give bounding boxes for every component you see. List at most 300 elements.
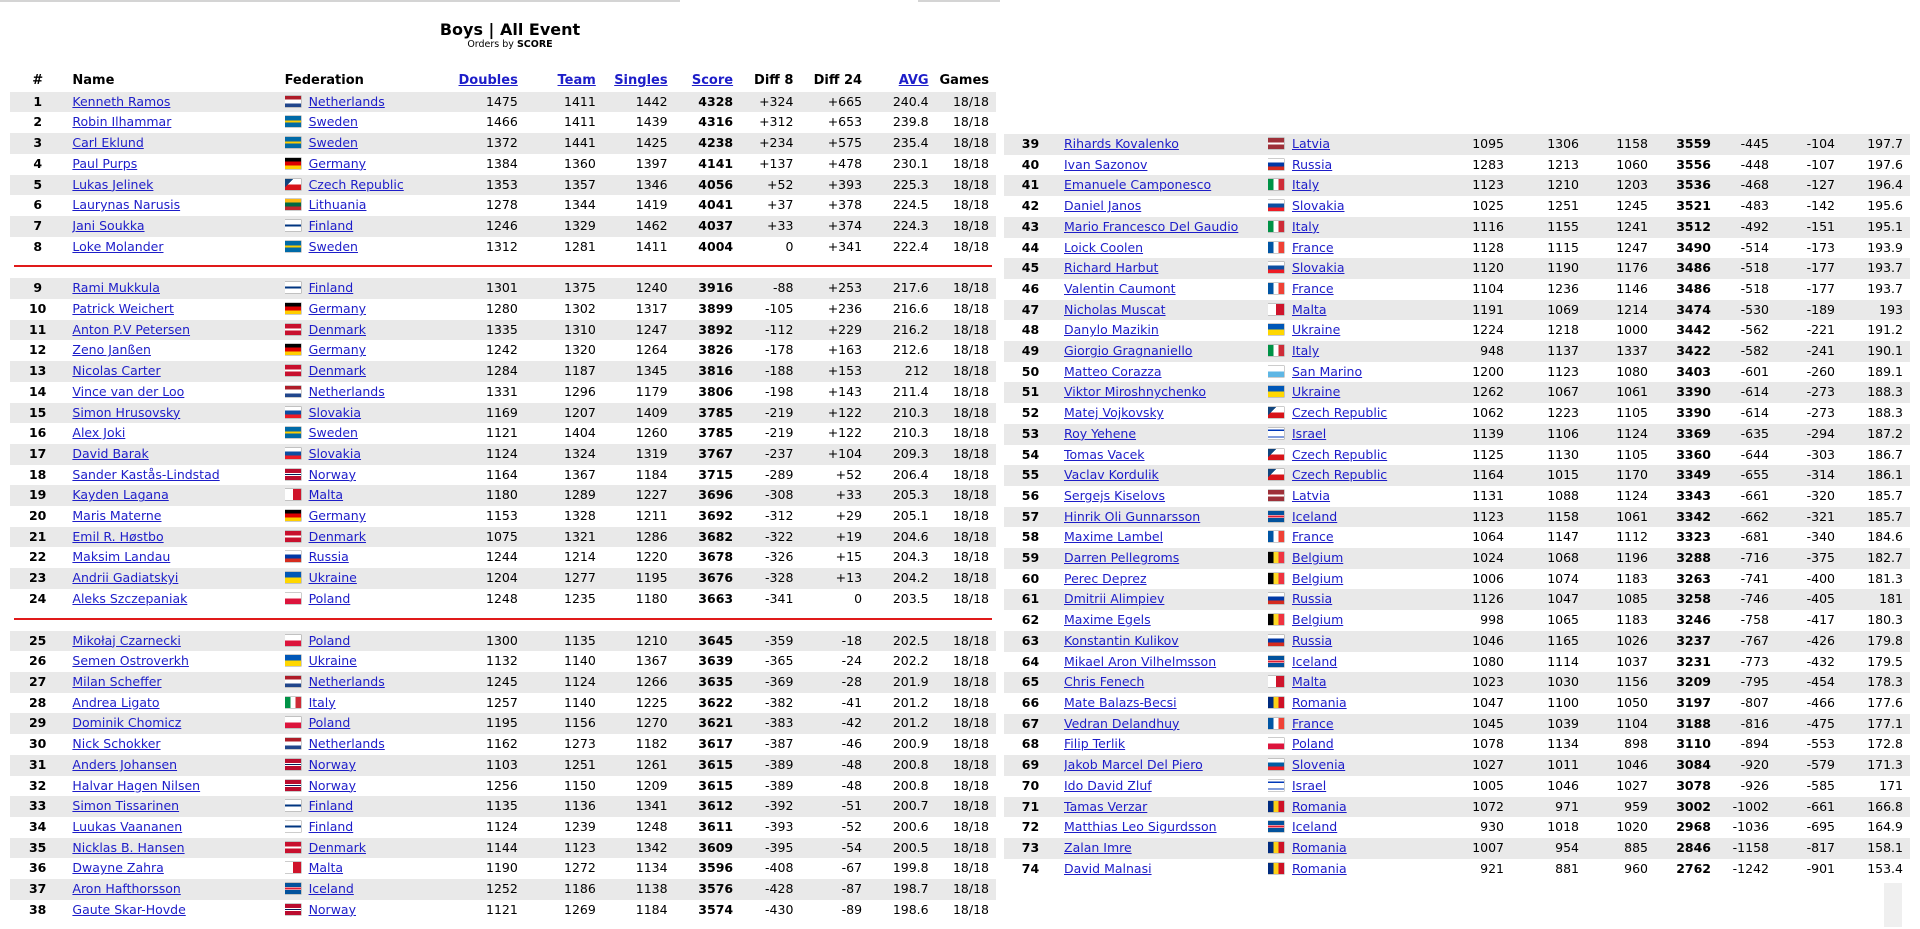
federation-link[interactable]: France (1292, 280, 1334, 296)
player-name-cell[interactable] (1064, 134, 1268, 155)
federation-link[interactable]: Norway (308, 756, 356, 772)
sort-singles-link[interactable]: Singles (614, 73, 668, 88)
federation-cell[interactable] (285, 382, 447, 403)
player-name-cell[interactable] (72, 403, 284, 424)
federation-cell[interactable] (1268, 362, 1436, 383)
scrollbar-thumb[interactable] (1884, 883, 1902, 927)
federation-cell[interactable] (1268, 486, 1436, 507)
federation-link[interactable]: Ukraine (308, 653, 357, 669)
player-link[interactable]: Aron Hafthorsson (72, 881, 181, 897)
federation-cell[interactable] (1268, 465, 1436, 486)
player-link[interactable]: Robin Ilhammar (72, 114, 172, 130)
player-link[interactable]: Sander Kastås-Lindstad (72, 466, 220, 482)
federation-cell[interactable] (1268, 631, 1436, 652)
player-link[interactable]: Vedran Delandhuy (1064, 715, 1180, 731)
player-name-cell[interactable] (72, 693, 284, 714)
federation-link[interactable]: Sweden (308, 135, 358, 151)
federation-cell[interactable] (285, 838, 447, 859)
federation-link[interactable]: Israel (1292, 425, 1327, 441)
federation-cell[interactable] (285, 133, 447, 154)
federation-cell[interactable] (285, 755, 447, 776)
federation-cell[interactable] (285, 320, 447, 341)
player-link[interactable]: David Barak (72, 445, 149, 461)
federation-link[interactable]: Iceland (308, 881, 354, 897)
federation-cell[interactable] (285, 796, 447, 817)
player-name-cell[interactable] (1064, 320, 1268, 341)
player-link[interactable]: Andrea Ligato (72, 694, 160, 710)
federation-link[interactable]: France (1292, 715, 1334, 731)
player-name-cell[interactable] (1064, 486, 1268, 507)
player-name-cell[interactable] (1064, 196, 1268, 217)
player-link[interactable]: Nicholas Muscat (1064, 301, 1166, 317)
federation-link[interactable]: Germany (308, 342, 367, 358)
player-link[interactable]: Mikael Aron Vilhelmsson (1064, 653, 1217, 669)
federation-link[interactable]: Netherlands (308, 673, 385, 689)
federation-link[interactable]: Russia (1292, 591, 1333, 607)
player-link[interactable]: Perec Deprez (1064, 570, 1147, 586)
player-name-cell[interactable] (72, 195, 284, 216)
federation-link[interactable]: Norway (308, 466, 356, 482)
player-link[interactable]: Lukas Jelinek (72, 176, 154, 192)
player-link[interactable]: Rami Mukkula (72, 280, 160, 296)
player-link[interactable]: Vince van der Loo (72, 383, 185, 399)
federation-cell[interactable] (1268, 797, 1436, 818)
player-name-cell[interactable] (72, 485, 284, 506)
player-name-cell[interactable] (1064, 382, 1268, 403)
player-link[interactable]: Dmitrii Alimpiev (1064, 591, 1165, 607)
federation-cell[interactable] (285, 237, 447, 258)
player-link[interactable]: Nicolas Carter (72, 363, 161, 379)
player-link[interactable]: Mikołaj Czarnecki (72, 632, 181, 648)
federation-link[interactable]: San Marino (1292, 363, 1363, 379)
player-link[interactable]: Sergejs Kiselovs (1064, 487, 1166, 503)
player-name-cell[interactable] (72, 216, 284, 237)
player-name-cell[interactable] (1064, 589, 1268, 610)
federation-link[interactable]: Denmark (308, 321, 367, 337)
player-name-cell[interactable] (72, 589, 284, 610)
player-link[interactable]: Ivan Sazonov (1064, 156, 1148, 172)
federation-link[interactable]: Malta (308, 487, 344, 503)
federation-cell[interactable] (285, 361, 447, 382)
player-name-cell[interactable] (72, 817, 284, 838)
player-link[interactable]: Carl Eklund (72, 135, 144, 151)
player-link[interactable]: Alex Joki (72, 425, 126, 441)
player-link[interactable]: Nick Schokker (72, 736, 161, 752)
federation-cell[interactable] (285, 693, 447, 714)
federation-cell[interactable] (1268, 217, 1436, 238)
federation-link[interactable]: Poland (308, 590, 351, 606)
player-name-cell[interactable] (72, 444, 284, 465)
federation-link[interactable]: Iceland (1292, 653, 1338, 669)
player-link[interactable]: Maxime Egels (1064, 612, 1151, 628)
player-name-cell[interactable] (72, 382, 284, 403)
federation-cell[interactable] (1268, 734, 1436, 755)
federation-cell[interactable] (1268, 155, 1436, 176)
federation-link[interactable]: Slovakia (308, 404, 362, 420)
player-link[interactable]: Dominik Chomicz (72, 715, 182, 731)
player-link[interactable]: Anders Johansen (72, 756, 178, 772)
player-name-cell[interactable] (72, 92, 284, 113)
federation-cell[interactable] (285, 403, 447, 424)
federation-link[interactable]: Russia (1292, 156, 1333, 172)
player-name-cell[interactable] (72, 299, 284, 320)
federation-cell[interactable] (1268, 279, 1436, 300)
federation-link[interactable]: Lithuania (308, 197, 367, 213)
player-name-cell[interactable] (72, 796, 284, 817)
player-name-cell[interactable] (72, 713, 284, 734)
player-link[interactable]: Chris Fenech (1064, 674, 1145, 690)
federation-link[interactable]: Finland (308, 280, 354, 296)
player-link[interactable]: Hinrik Oli Gunnarsson (1064, 508, 1201, 524)
federation-cell[interactable] (285, 92, 447, 113)
player-name-cell[interactable] (72, 734, 284, 755)
federation-cell[interactable] (1268, 548, 1436, 569)
federation-cell[interactable] (1268, 714, 1436, 735)
federation-cell[interactable] (1268, 238, 1436, 259)
player-link[interactable]: Tomas Vacek (1064, 446, 1145, 462)
player-name-cell[interactable] (1064, 755, 1268, 776)
header-doubles[interactable] (447, 71, 525, 92)
federation-link[interactable]: Malta (308, 860, 344, 876)
player-link[interactable]: Patrick Weichert (72, 301, 174, 317)
federation-link[interactable]: Italy (1292, 218, 1320, 234)
player-link[interactable]: Roy Yehene (1064, 425, 1137, 441)
sort-avg-link[interactable]: AVG (898, 73, 929, 88)
federation-link[interactable]: Slovakia (308, 445, 362, 461)
federation-link[interactable]: Netherlands (308, 93, 385, 109)
federation-link[interactable]: Belgium (1292, 612, 1344, 628)
player-name-cell[interactable] (72, 465, 284, 486)
player-link[interactable]: Semen Ostroverkh (72, 653, 189, 669)
federation-link[interactable]: Sweden (308, 114, 358, 130)
player-name-cell[interactable] (1064, 838, 1268, 859)
federation-cell[interactable] (285, 485, 447, 506)
player-link[interactable]: Maksim Landau (72, 549, 171, 565)
player-link[interactable]: Halvar Hagen Nilsen (72, 777, 201, 793)
federation-link[interactable]: Russia (308, 549, 349, 565)
federation-cell[interactable] (1268, 859, 1436, 880)
player-link[interactable]: David Malnasi (1064, 860, 1152, 876)
federation-link[interactable]: France (1292, 529, 1334, 545)
player-name-cell[interactable] (1064, 300, 1268, 321)
player-link[interactable]: Matthias Leo Sigurdsson (1064, 819, 1217, 835)
player-name-cell[interactable] (1064, 465, 1268, 486)
federation-cell[interactable] (285, 340, 447, 361)
federation-link[interactable]: Germany (308, 301, 367, 317)
federation-cell[interactable] (285, 858, 447, 879)
player-link[interactable]: Zalan Imre (1064, 839, 1132, 855)
federation-link[interactable]: Ukraine (308, 570, 357, 586)
federation-link[interactable]: Iceland (1292, 819, 1338, 835)
player-name-cell[interactable] (72, 175, 284, 196)
player-name-cell[interactable] (72, 133, 284, 154)
player-link[interactable]: Luukas Vaananen (72, 818, 183, 834)
player-name-cell[interactable] (1064, 693, 1268, 714)
player-link[interactable]: Milan Scheffer (72, 673, 162, 689)
federation-cell[interactable] (1268, 382, 1436, 403)
federation-cell[interactable] (285, 713, 447, 734)
player-link[interactable]: Kenneth Ramos (72, 93, 171, 109)
federation-cell[interactable] (1268, 610, 1436, 631)
federation-link[interactable]: Latvia (1292, 487, 1331, 503)
federation-link[interactable]: Romania (1292, 694, 1347, 710)
federation-cell[interactable] (1268, 569, 1436, 590)
player-name-cell[interactable] (1064, 279, 1268, 300)
federation-cell[interactable] (285, 568, 447, 589)
federation-link[interactable]: Slovakia (1292, 260, 1345, 276)
player-name-cell[interactable] (1064, 652, 1268, 673)
player-name-cell[interactable] (72, 631, 284, 652)
player-link[interactable]: Emanuele Camponesco (1064, 177, 1212, 193)
player-link[interactable]: Filip Terlik (1064, 736, 1126, 752)
player-name-cell[interactable] (72, 900, 284, 921)
player-link[interactable]: Jakob Marcel Del Piero (1064, 757, 1203, 773)
player-name-cell[interactable] (1064, 424, 1268, 445)
player-link[interactable]: Darren Pellegroms (1064, 550, 1180, 566)
federation-link[interactable]: Italy (1292, 177, 1320, 193)
federation-link[interactable]: France (1292, 239, 1334, 255)
federation-cell[interactable] (1268, 320, 1436, 341)
player-name-cell[interactable] (72, 838, 284, 859)
player-name-cell[interactable] (1064, 362, 1268, 383)
federation-cell[interactable] (1268, 589, 1436, 610)
player-link[interactable]: Laurynas Narusis (72, 197, 181, 213)
player-name-cell[interactable] (72, 340, 284, 361)
player-name-cell[interactable] (1064, 341, 1268, 362)
player-name-cell[interactable] (1064, 217, 1268, 238)
federation-link[interactable]: Romania (1292, 798, 1347, 814)
player-link[interactable]: Richard Harbut (1064, 260, 1159, 276)
federation-cell[interactable] (285, 506, 447, 527)
federation-link[interactable]: Norway (308, 777, 356, 793)
player-name-cell[interactable] (1064, 734, 1268, 755)
sort-team-link[interactable]: Team (557, 73, 596, 88)
player-link[interactable]: Maxime Lambel (1064, 529, 1164, 545)
player-link[interactable]: Mario Francesco Del Gaudio (1064, 218, 1239, 234)
player-link[interactable]: Ido David Zluf (1064, 777, 1152, 793)
federation-link[interactable]: Slovenia (1292, 757, 1346, 773)
player-name-cell[interactable] (1064, 569, 1268, 590)
player-name-cell[interactable] (72, 506, 284, 527)
federation-link[interactable]: Romania (1292, 839, 1347, 855)
federation-cell[interactable] (1268, 134, 1436, 155)
player-name-cell[interactable] (1064, 238, 1268, 259)
federation-cell[interactable] (1268, 776, 1436, 797)
player-link[interactable]: Konstantin Kulikov (1064, 632, 1179, 648)
player-link[interactable]: Andrii Gadiatskyi (72, 570, 179, 586)
federation-link[interactable]: Russia (1292, 632, 1333, 648)
player-link[interactable]: Matej Vojkovsky (1064, 405, 1164, 421)
header-avg[interactable] (869, 71, 936, 92)
player-name-cell[interactable] (1064, 776, 1268, 797)
player-link[interactable]: Tamas Verzar (1064, 798, 1148, 814)
federation-link[interactable]: Finland (308, 818, 354, 834)
federation-link[interactable]: Germany (308, 155, 367, 171)
player-name-cell[interactable] (72, 858, 284, 879)
federation-cell[interactable] (285, 154, 447, 175)
player-link[interactable]: Paul Purps (72, 155, 138, 171)
player-name-cell[interactable] (72, 154, 284, 175)
federation-link[interactable]: Czech Republic (1292, 467, 1388, 483)
federation-cell[interactable] (285, 631, 447, 652)
federation-link[interactable]: Israel (1292, 777, 1327, 793)
federation-cell[interactable] (285, 175, 447, 196)
player-name-cell[interactable] (1064, 507, 1268, 528)
header-singles[interactable] (603, 71, 675, 92)
federation-cell[interactable] (1268, 817, 1436, 838)
federation-link[interactable]: Ukraine (1292, 322, 1341, 338)
player-link[interactable]: Viktor Miroshnychenko (1064, 384, 1207, 400)
player-name-cell[interactable] (72, 568, 284, 589)
player-link[interactable]: Aleks Szczepaniak (72, 590, 188, 606)
player-link[interactable]: Zeno Janßen (72, 342, 151, 358)
federation-cell[interactable] (285, 465, 447, 486)
player-name-cell[interactable] (1064, 797, 1268, 818)
player-name-cell[interactable] (72, 278, 284, 299)
federation-link[interactable]: Poland (308, 632, 351, 648)
player-name-cell[interactable] (72, 651, 284, 672)
sort-doubles-link[interactable]: Doubles (458, 73, 518, 88)
federation-cell[interactable] (1268, 258, 1436, 279)
federation-cell[interactable] (1268, 445, 1436, 466)
federation-cell[interactable] (285, 278, 447, 299)
federation-link[interactable]: Czech Republic (308, 176, 404, 192)
federation-cell[interactable] (1268, 672, 1436, 693)
federation-link[interactable]: Germany (308, 508, 367, 524)
federation-cell[interactable] (1268, 341, 1436, 362)
player-link[interactable]: Matteo Corazza (1064, 363, 1162, 379)
player-link[interactable]: Rihards Kovalenko (1064, 136, 1179, 151)
player-name-cell[interactable] (1064, 672, 1268, 693)
player-name-cell[interactable] (1064, 714, 1268, 735)
federation-cell[interactable] (285, 547, 447, 568)
federation-cell[interactable] (285, 651, 447, 672)
player-name-cell[interactable] (72, 879, 284, 900)
player-name-cell[interactable] (72, 755, 284, 776)
federation-cell[interactable] (285, 776, 447, 797)
player-link[interactable]: Mate Balazs-Becsi (1064, 694, 1177, 710)
player-link[interactable]: Vaclav Kordulik (1064, 467, 1159, 483)
player-link[interactable]: Anton P.V Petersen (72, 321, 191, 337)
player-name-cell[interactable] (1064, 175, 1268, 196)
federation-cell[interactable] (285, 423, 447, 444)
player-name-cell[interactable] (72, 237, 284, 258)
federation-link[interactable]: Czech Republic (1292, 405, 1388, 421)
federation-cell[interactable] (285, 734, 447, 755)
federation-cell[interactable] (285, 672, 447, 693)
federation-link[interactable]: Czech Republic (1292, 446, 1388, 462)
federation-cell[interactable] (285, 216, 447, 237)
federation-link[interactable]: Netherlands (308, 383, 385, 399)
player-link[interactable]: Loke Molander (72, 238, 164, 254)
federation-link[interactable]: Finland (308, 217, 354, 233)
player-link[interactable]: Maris Materne (72, 508, 162, 524)
player-link[interactable]: Simon Tissarinen (72, 798, 180, 814)
federation-cell[interactable] (285, 444, 447, 465)
federation-link[interactable]: Denmark (308, 363, 367, 379)
player-name-cell[interactable] (1064, 631, 1268, 652)
federation-cell[interactable] (285, 195, 447, 216)
federation-link[interactable]: Denmark (308, 839, 367, 855)
federation-link[interactable]: Latvia (1292, 136, 1331, 151)
federation-link[interactable]: Malta (1292, 301, 1327, 317)
federation-link[interactable]: Italy (1292, 343, 1320, 359)
federation-link[interactable]: Iceland (1292, 508, 1338, 524)
federation-link[interactable]: Denmark (308, 528, 367, 544)
federation-cell[interactable] (285, 879, 447, 900)
player-link[interactable]: Simon Hrusovsky (72, 404, 181, 420)
player-name-cell[interactable] (1064, 859, 1268, 880)
federation-link[interactable]: Sweden (308, 238, 358, 254)
federation-link[interactable]: Sweden (308, 425, 358, 441)
player-name-cell[interactable] (72, 672, 284, 693)
federation-link[interactable]: Slovakia (1292, 198, 1345, 214)
player-link[interactable]: Jani Soukka (72, 217, 145, 233)
federation-link[interactable]: Malta (1292, 674, 1327, 690)
federation-link[interactable]: Belgium (1292, 550, 1344, 566)
player-name-cell[interactable] (72, 361, 284, 382)
player-name-cell[interactable] (1064, 610, 1268, 631)
player-link[interactable]: Dwayne Zahra (72, 860, 164, 876)
player-link[interactable]: Giorgio Gragnaniello (1064, 343, 1193, 359)
federation-link[interactable]: Ukraine (1292, 384, 1341, 400)
player-link[interactable]: Gaute Skar-Hovde (72, 901, 186, 917)
federation-cell[interactable] (1268, 424, 1436, 445)
player-link[interactable]: Loick Coolen (1064, 239, 1144, 255)
federation-cell[interactable] (1268, 300, 1436, 321)
federation-link[interactable]: Netherlands (308, 736, 385, 752)
player-name-cell[interactable] (1064, 258, 1268, 279)
federation-cell[interactable] (285, 900, 447, 921)
player-name-cell[interactable] (1064, 445, 1268, 466)
federation-cell[interactable] (1268, 403, 1436, 424)
player-name-cell[interactable] (72, 527, 284, 548)
federation-link[interactable]: Finland (308, 798, 354, 814)
player-name-cell[interactable] (1064, 403, 1268, 424)
federation-link[interactable]: Romania (1292, 860, 1347, 876)
player-link[interactable]: Kayden Lagana (72, 487, 169, 503)
federation-link[interactable]: Belgium (1292, 570, 1344, 586)
federation-cell[interactable] (1268, 507, 1436, 528)
player-name-cell[interactable] (72, 112, 284, 133)
federation-cell[interactable] (1268, 755, 1436, 776)
federation-cell[interactable] (1268, 838, 1436, 859)
federation-cell[interactable] (1268, 652, 1436, 673)
player-link[interactable]: Nicklas B. Hansen (72, 839, 185, 855)
player-link[interactable]: Danylo Mazikin (1064, 322, 1159, 338)
player-link[interactable]: Emil R. Høstbo (72, 528, 164, 544)
sort-score-link[interactable]: Score (691, 73, 734, 88)
federation-cell[interactable] (285, 112, 447, 133)
player-name-cell[interactable] (1064, 155, 1268, 176)
player-name-cell[interactable] (72, 423, 284, 444)
player-name-cell[interactable] (72, 547, 284, 568)
player-link[interactable]: Valentin Caumont (1064, 280, 1176, 296)
federation-cell[interactable] (285, 817, 447, 838)
federation-cell[interactable] (1268, 175, 1436, 196)
federation-link[interactable]: Poland (1292, 736, 1334, 752)
player-link[interactable]: Daniel Janos (1064, 198, 1142, 214)
player-name-cell[interactable] (72, 776, 284, 797)
federation-cell[interactable] (285, 527, 447, 548)
player-name-cell[interactable] (1064, 817, 1268, 838)
federation-cell[interactable] (1268, 196, 1436, 217)
player-name-cell[interactable] (72, 320, 284, 341)
federation-cell[interactable] (285, 589, 447, 610)
federation-cell[interactable] (1268, 527, 1436, 548)
header-team[interactable] (525, 71, 603, 92)
player-name-cell[interactable] (1064, 527, 1268, 548)
